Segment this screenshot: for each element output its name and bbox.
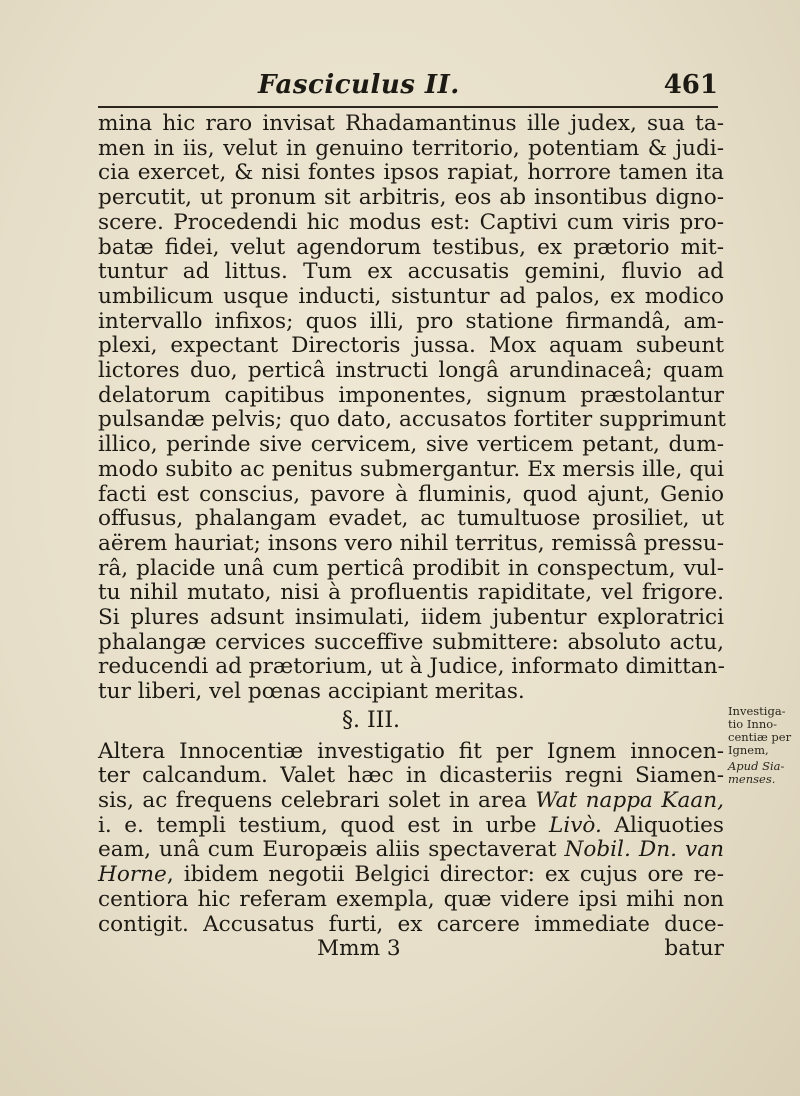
- text-span: eam, unâ cum Europæis aliis spectaverat: [98, 837, 565, 863]
- noble-name: Nobil. Dn. van: [564, 837, 724, 863]
- text-line: tur liberi, vel pœnas accipiant meritas.: [98, 679, 525, 705]
- body-text: [98, 112, 724, 963]
- margin-note-line: tio Inno-: [728, 717, 778, 731]
- text-line: scere. Procedendi hic modus est: Captivi cum viris pro-: [98, 209, 724, 235]
- page-footer: [98, 937, 724, 963]
- text-line: mina hic raro invisat Rhadamantinus ille judex, sua ta-: [98, 111, 724, 136]
- paragraph-1: [98, 112, 724, 705]
- text-line: plexi, expectant Directoris jussa. Mox aquam subeunt: [98, 333, 724, 359]
- text-line: contigit. Accusatus furti, ex carcere immediate duce-: [98, 911, 724, 937]
- header-rule: [98, 106, 718, 108]
- text-line: facti est conscius, pavore à fluminis, quod ajunt, Genio: [98, 481, 724, 507]
- text-line: [98, 863, 724, 888]
- text-line: modo subito ac penitus submergantur. Ex mersis ille, qui: [98, 456, 724, 482]
- text-span: , ibidem negotii Belgici director: ex cujus ore re-: [166, 862, 724, 888]
- text-span: Aliquoties: [601, 812, 724, 838]
- text-line: umbilicum usque inducti, sistuntur ad palos, ex modico: [98, 283, 724, 309]
- signature-mark: Mmm 3: [317, 936, 401, 962]
- text-line: offusus, phalangam evadet, ac tumultuose prosiliet, ut: [98, 506, 724, 532]
- running-title: Fasciculus II.: [258, 70, 460, 100]
- text-line: [98, 814, 724, 839]
- text-line: Altera Innocentiæ investigatio fit per Ignem innocen-: [98, 738, 724, 764]
- text-line: râ, placide unâ cum perticâ prodibit in conspectum, vul-: [98, 555, 724, 581]
- text-span: sis, ac frequens celebrari solet in area: [98, 787, 536, 813]
- page-number: 461: [663, 70, 718, 100]
- margin-note-line: centiæ per: [728, 730, 792, 744]
- margin-note-line: menses.: [728, 772, 776, 786]
- text-line: lictores duo, perticâ instructi longâ arundinaceâ; quam: [98, 358, 724, 384]
- margin-note-line: Investiga-: [728, 704, 786, 718]
- margin-note-investigation: [728, 705, 800, 757]
- text-line: centiora hic referam exempla, quæ videre ipsi mihi non: [98, 886, 724, 912]
- text-line: pulsandæ pelvis; quo dato, accusatos fortiter supprimunt: [98, 407, 726, 433]
- catchword: batur: [664, 936, 724, 962]
- text-line: reducendi ad prætorium, ut à Judice, informato dimittan-: [98, 654, 725, 680]
- noble-name-2: Horne: [98, 862, 167, 888]
- margin-note-siam: [728, 760, 800, 786]
- city-name: Livò.: [548, 812, 602, 838]
- text-line: aërem hauriat; insons vero nihil territus, remissâ pressu-: [98, 530, 725, 556]
- text-line: illico, perinde sive cervicem, sive verticem petant, dum-: [98, 432, 724, 458]
- margin-note-line: Apud Sia-: [728, 759, 785, 773]
- text-line: [98, 789, 724, 814]
- page-header: [98, 70, 718, 110]
- text-line: percutit, ut pronum sit arbitris, eos ab insontibus digno-: [98, 185, 724, 211]
- text-line: Si plures adsunt insimulati, iidem jubentur exploratrici: [98, 605, 724, 631]
- margin-note-line: Ignem,: [728, 743, 769, 757]
- text-line: intervallo infixos; quos illi, pro statione firmandâ, am-: [98, 308, 724, 334]
- text-line: ter calcandum. Valet hæc in dicasteriis regni Siamen-: [98, 763, 724, 789]
- text-line: phalangæ cervices succeffive submittere: absoluto actu,: [98, 629, 724, 655]
- section-heading: §. III.: [341, 707, 401, 733]
- text-line: cia exercet, & nisi fontes ipsos rapiat, horrore tamen ita: [98, 160, 724, 186]
- paragraph-2: [98, 740, 724, 938]
- text-line: [98, 838, 724, 863]
- text-span: i. e. templi testium, quod est in urbe: [98, 812, 549, 838]
- text-line: men in iis, velut in genuino territorio, potentiam & judi-: [98, 135, 724, 161]
- text-line: tu nihil mutato, nisi à profluentis rapiditate, vel frigore.: [98, 580, 724, 606]
- text-line: delatorum capitibus imponentes, signum præstolantur: [98, 382, 724, 408]
- text-line: batæ fidei, velut agendorum testibus, ex prætorio mit-: [98, 234, 724, 260]
- place-name: Wat nappa Kaan,: [535, 787, 724, 813]
- text-line: tuntur ad littus. Tum ex accusatis gemini, fluvio ad: [98, 259, 724, 285]
